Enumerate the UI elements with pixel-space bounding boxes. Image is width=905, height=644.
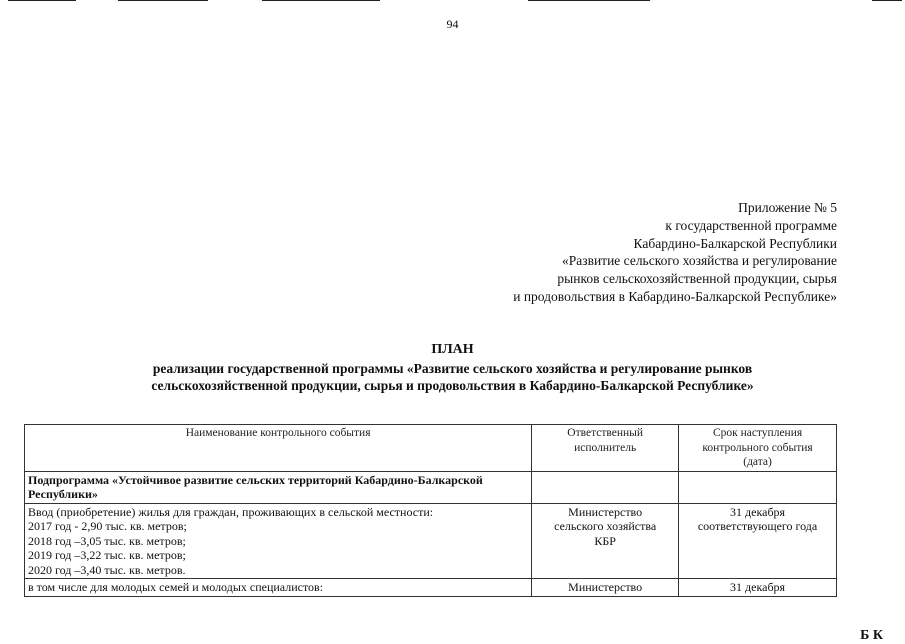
scan-top-line	[118, 0, 208, 1]
executor-line: сельского хозяйства	[554, 519, 657, 533]
plan-title: ПЛАН	[431, 342, 474, 357]
executor-line: КБР	[594, 533, 616, 548]
header-executor-line: исполнитель	[574, 441, 637, 454]
event-cell: в том числе для молодых семей и молодых специалистов:	[25, 579, 532, 597]
scan-top-line	[528, 0, 650, 1]
appendix-line: Кабардино-Балкарской Республики	[633, 235, 837, 251]
appendix-line: Приложение № 5	[738, 200, 837, 215]
event-line: 2018 год –3,05 тыс. кв. метров;	[28, 533, 186, 548]
deadline-cell	[679, 503, 837, 579]
header-deadline	[679, 425, 837, 472]
header-deadline-line: контрольного события	[702, 441, 813, 454]
header-event: Наименование контрольного события	[25, 425, 532, 472]
appendix-block	[513, 199, 837, 306]
empty-cell	[679, 471, 837, 503]
corner-mark: Б К	[860, 628, 883, 643]
event-line: 2020 год –3,40 тыс. кв. метров.	[28, 562, 186, 577]
executor-cell	[532, 503, 679, 579]
deadline-line: 31 декабря	[730, 504, 786, 519]
subprogram-title: Подпрограмма «Устойчивое развитие сельских территорий Кабардино-Балкарской Республики»	[25, 471, 532, 503]
scan-top-line	[8, 0, 76, 1]
event-line: Ввод (приобретение) жилья для граждан, проживающих в сельской местности:	[28, 504, 434, 519]
page-number: 94	[446, 17, 459, 31]
header-executor	[532, 425, 679, 472]
appendix-line: рынков сельскохозяйственной продукции, сырья	[557, 271, 837, 287]
header-deadline-line: Срок наступления	[712, 427, 803, 439]
header-executor-line: Ответственный	[567, 427, 644, 439]
table-header-row	[25, 425, 837, 472]
executor-cell: Министерство	[532, 579, 679, 597]
appendix-line: и продовольствия в Кабардино-Балкарской Республике»	[513, 288, 837, 304]
executor-line: Министерство	[568, 504, 643, 519]
event-cell	[25, 503, 532, 579]
header-deadline-line: (дата)	[743, 456, 772, 468]
plan-subtitle-line: реализации государственной программы «Развитие сельского хозяйства и регулирование рынков	[152, 361, 753, 376]
plan-subtitle	[60, 360, 845, 394]
table-row	[25, 503, 837, 579]
empty-cell	[532, 471, 679, 503]
table-row	[25, 579, 837, 597]
event-line: 2019 год –3,22 тыс. кв. метров;	[28, 548, 186, 562]
plan-subtitle-line: сельскохозяйственной продукции, сырья и продовольствия в Кабардино-Балкарской Республике»	[151, 378, 754, 393]
plan-table	[24, 424, 837, 597]
scan-top-line	[872, 0, 902, 1]
subprogram-row	[25, 471, 837, 503]
deadline-cell: 31 декабря	[679, 579, 837, 597]
deadline-line: соответствующего года	[697, 519, 818, 533]
appendix-line: «Развитие сельского хозяйства и регулирование	[562, 253, 837, 269]
appendix-line: к государственной программе	[665, 217, 837, 233]
scan-top-line	[262, 0, 380, 1]
event-line: 2017 год - 2,90 тыс. кв. метров;	[28, 519, 187, 533]
